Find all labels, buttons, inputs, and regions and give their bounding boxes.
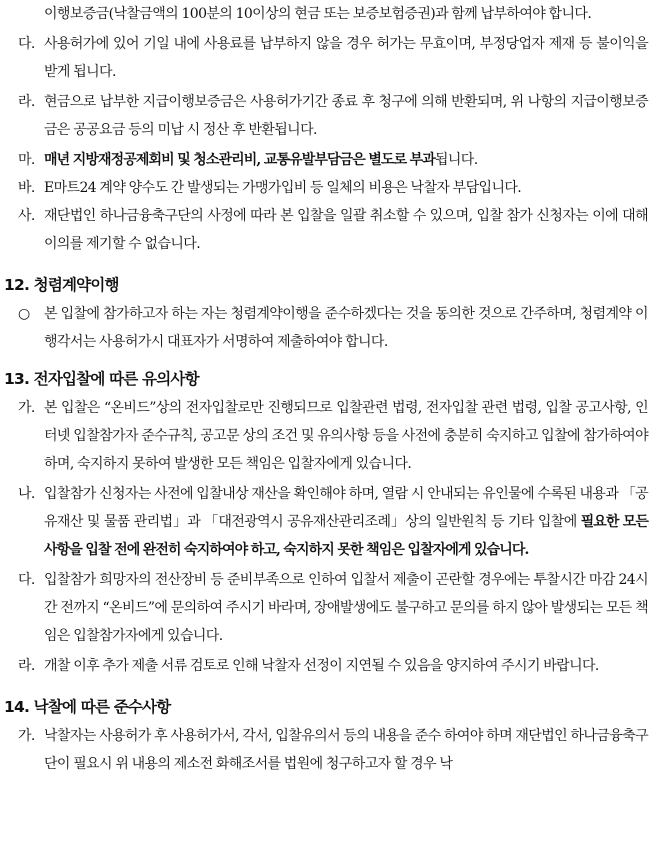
list-marker: 가. [18, 728, 35, 744]
list-item-text: 개찰 이후 추가 제출 서류 검토로 인해 낙찰자 선정이 지연될 수 있음을 양지하여 주시기 바랍니다. [44, 658, 599, 674]
list-item-na [18, 480, 648, 564]
list-item-text: E마트24 계약 양수도 간 발생되는 가맹가입비 등 일체의 비용은 낙찰자 부담입니다. [44, 180, 522, 196]
bold-text: 매년 지방재정공제회비 및 청소관리비, 교통유발부담금은 별도로 부과 [44, 152, 435, 168]
list-item-text: 낙찰자는 사용허가 후 사용허가서, 각서, 입찰유의서 등의 내용을 준수 하여야 하며 재단법인 하나금융축구단이 필요시 위 내용의 제소전 화해조서를 법원에 청구하고자 할 경우 낙 [44, 728, 648, 772]
list-marker: 라. [18, 94, 35, 110]
list-marker: 나. [18, 486, 35, 502]
continuation-text: 이행보증금(낙찰금액의 100분의 10이상의 현금 또는 보증보험증권)과 함께 납부하여야 합니다. [44, 6, 592, 22]
section-13-heading: 13. 전자입찰에 따른 유의사항 [4, 370, 199, 388]
list-item-text: 입찰참가 희망자의 전산장비 등 준비부족으로 인하여 입찰서 제출이 곤란할 경우에는 투찰시간 마감 24시간 전까지 “온비드”에 문의하여 주시기 바라며, 장애발생에도 불구하고 문의를 하지 않아 발생되는 모든 책임은 입찰참가자에게 있습니다. [44, 572, 648, 644]
list-item-circle [18, 300, 648, 356]
list-item-da [18, 30, 648, 86]
list-marker: 다. [18, 572, 35, 588]
list-item-da [18, 566, 648, 650]
list-item-text: 사용허가에 있어 기일 내에 사용료를 납부하지 않을 경우 허가는 무효이며, 부정당업자 제재 등 불이익을 받게 됩니다. [44, 36, 648, 80]
text-before: 입찰참가 신청자는 사전에 입찰내상 재산을 확인해야 하며, 열람 시 안내되는 유인물에 수록된 내용과 「공유재산 및 물품 관리법」과 「대전광역시 공유재산관리조례」상의 일반원칙 등 기타 입찰에 [44, 486, 648, 530]
list-item-sa [18, 202, 648, 258]
continuation-paragraph [18, 0, 648, 28]
list-marker: 다. [18, 36, 35, 52]
list-item-text: 현금으로 납부한 지급이행보증금은 사용허가기간 종료 후 청구에 의해 반환되며, 위 나항의 지급이행보증금은 공공요금 등의 미납 시 정산 후 반환됩니다. [44, 94, 648, 138]
list-item-text: 본 입찰에 참가하고자 하는 자는 청렴계약이행을 준수하겠다는 것을 동의한 것으로 간주하며, 청렴계약 이행각서는 사용허가시 대표자가 서명하여 제출하여야 합니다. [44, 306, 648, 350]
list-item-text [44, 480, 648, 564]
list-item-ba [18, 174, 648, 202]
list-item-text: 재단법인 하나금융축구단의 사정에 따라 본 입찰을 일괄 취소할 수 있으며, 입찰 참가 신청자는 이에 대해 이의를 제기할 수 없습니다. [44, 208, 648, 252]
list-item-ma [18, 146, 648, 174]
list-marker: 사. [18, 208, 35, 224]
list-item-text: 본 입찰은 “온비드”상의 전자입찰로만 진행되므로 입찰관련 법령, 전자입찰 관련 법령, 입찰 공고사항, 인터넷 입찰참가자 준수규칙, 공고문 상의 조건 및 유의사항 등을 사전에 충분히 숙지하고 입찰에 참가하여야 하며, 숙지하지 못하여 발생한 모든 책임은 입찰자에게 있습니다. [44, 400, 648, 472]
list-marker: 가. [18, 400, 35, 416]
list-item-ga [18, 722, 648, 778]
section-14-heading: 14. 낙찰에 따른 준수사항 [4, 698, 171, 716]
list-marker: 라. [18, 658, 35, 674]
text-after: 됩니다. [434, 152, 478, 168]
list-item-ra [18, 88, 648, 144]
bold-text: 필요한 모든 사항을 입찰 전에 완전히 숙지하여야 하고, 숙지하지 못한 책임은 입찰자에게 있습니다. [44, 514, 648, 558]
list-marker: 바. [18, 180, 35, 196]
list-item-ga [18, 394, 648, 478]
section-12-heading: 12. 청렴계약이행 [4, 276, 119, 294]
list-item-ra [18, 652, 648, 680]
list-marker: ○ [18, 306, 30, 322]
list-item-text [44, 146, 648, 174]
list-marker: 마. [18, 152, 35, 168]
